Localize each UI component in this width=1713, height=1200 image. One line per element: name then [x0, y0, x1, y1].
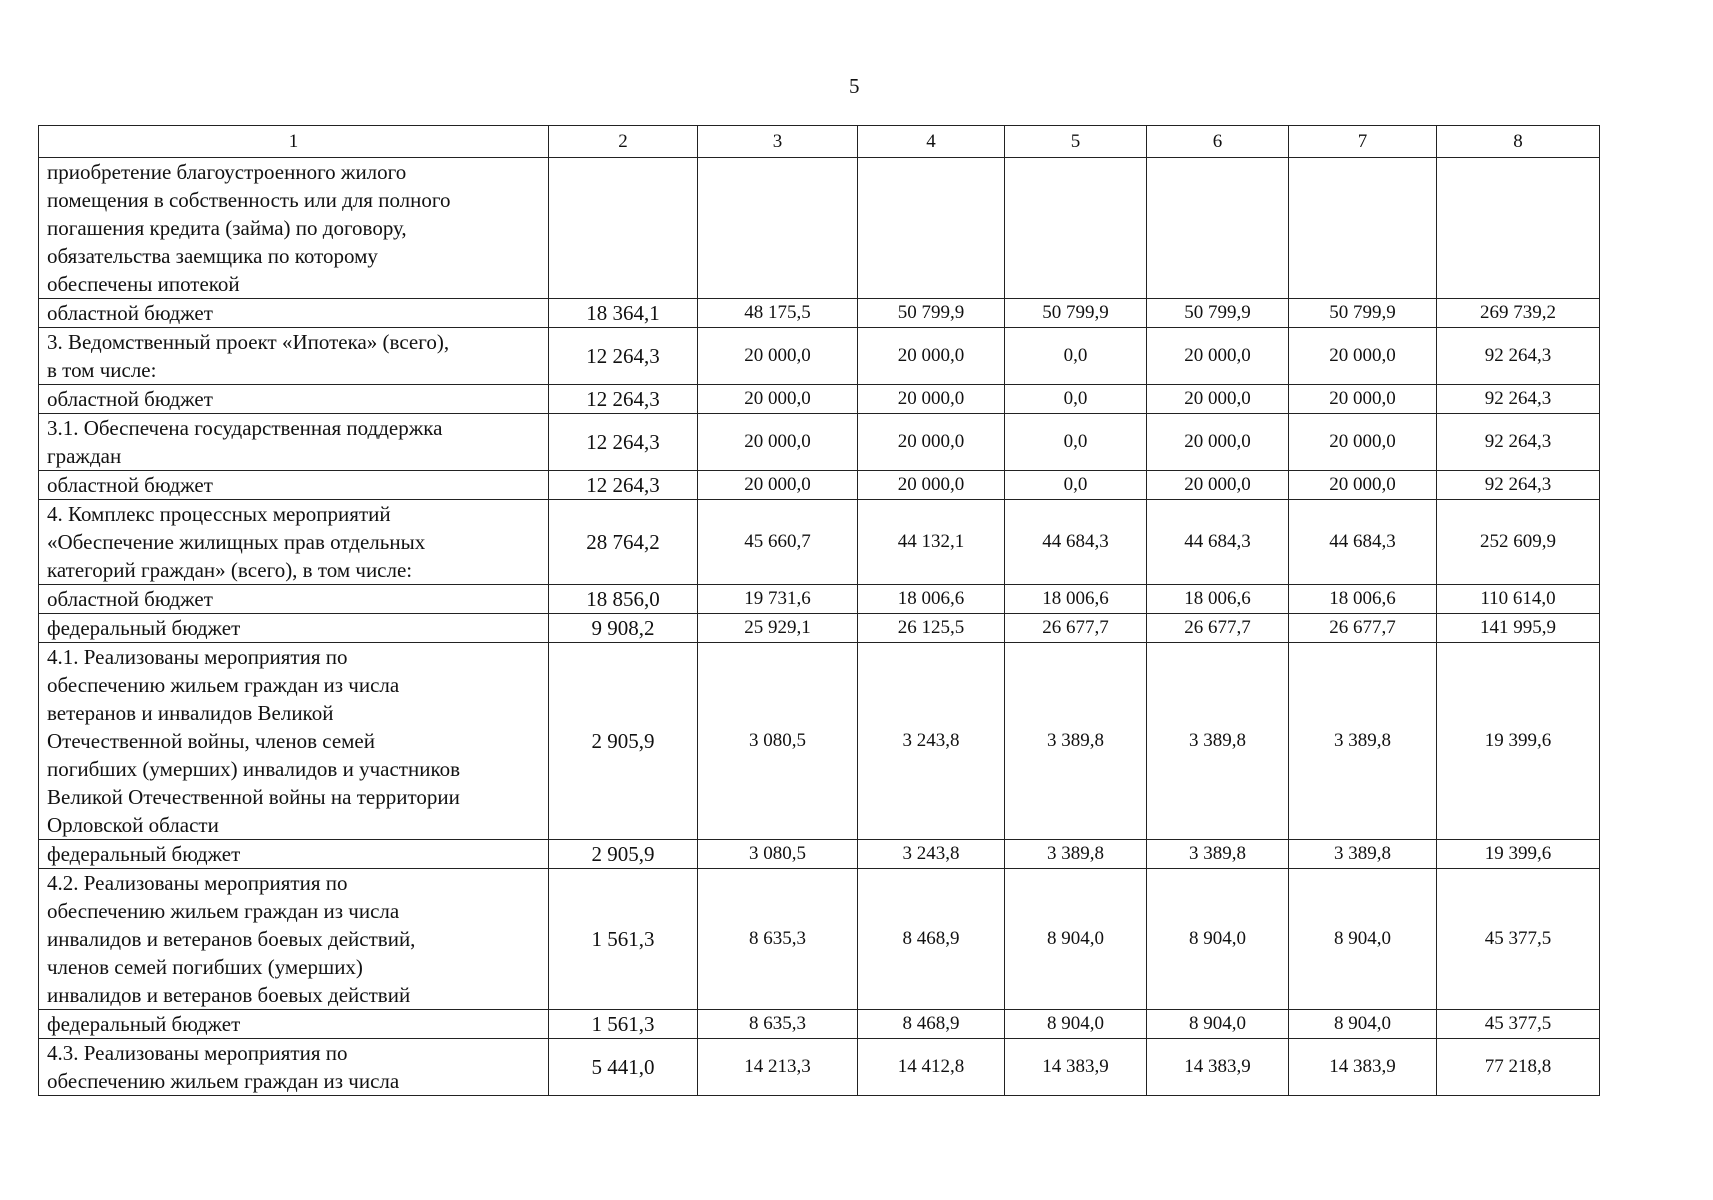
value-cell: 14 383,9 — [1289, 1039, 1437, 1096]
value-cell: 3 389,8 — [1147, 840, 1289, 869]
value-cell: 8 904,0 — [1289, 869, 1437, 1010]
value-cell: 45 377,5 — [1437, 869, 1600, 1010]
value-cell: 1 561,3 — [549, 869, 698, 1010]
value-cell: 0,0 — [1005, 328, 1147, 385]
table-row — [39, 414, 1600, 471]
row-label: приобретение благоустроенного жилого помещения в собственность или для полного погашения кредита (займа) по договору, обязательства заемщика по которому обеспечены ипотекой — [39, 158, 549, 299]
value-cell: 3 389,8 — [1289, 643, 1437, 840]
value-cell: 9 908,2 — [549, 614, 698, 643]
value-cell: 45 660,7 — [698, 500, 858, 585]
value-cell — [549, 158, 698, 299]
value-cell: 2 905,9 — [549, 840, 698, 869]
value-cell: 44 684,3 — [1147, 500, 1289, 585]
value-cell: 20 000,0 — [1147, 328, 1289, 385]
value-cell: 20 000,0 — [1289, 328, 1437, 385]
value-cell: 20 000,0 — [698, 471, 858, 500]
value-cell: 48 175,5 — [698, 299, 858, 328]
value-cell: 20 000,0 — [1289, 414, 1437, 471]
column-header: 5 — [1005, 126, 1147, 158]
value-cell: 8 904,0 — [1005, 1010, 1147, 1039]
value-cell: 20 000,0 — [698, 328, 858, 385]
value-cell: 1 561,3 — [549, 1010, 698, 1039]
value-cell: 3 389,8 — [1005, 840, 1147, 869]
value-cell: 3 080,5 — [698, 643, 858, 840]
value-cell: 269 739,2 — [1437, 299, 1600, 328]
value-cell: 18 006,6 — [1005, 585, 1147, 614]
value-cell: 8 904,0 — [1147, 869, 1289, 1010]
value-cell: 18 006,6 — [1147, 585, 1289, 614]
value-cell: 12 264,3 — [549, 328, 698, 385]
value-cell: 28 764,2 — [549, 500, 698, 585]
value-cell: 20 000,0 — [858, 385, 1005, 414]
value-cell: 3 389,8 — [1289, 840, 1437, 869]
row-label: областной бюджет — [39, 585, 549, 614]
column-header: 7 — [1289, 126, 1437, 158]
value-cell — [858, 158, 1005, 299]
page-number: 5 — [849, 74, 860, 98]
value-cell: 8 635,3 — [698, 869, 858, 1010]
value-cell: 0,0 — [1005, 471, 1147, 500]
value-cell: 18 856,0 — [549, 585, 698, 614]
value-cell: 8 904,0 — [1289, 1010, 1437, 1039]
table-row — [39, 328, 1600, 385]
value-cell: 14 412,8 — [858, 1039, 1005, 1096]
row-label: 4. Комплекс процессных мероприятий «Обеспечение жилищных прав отдельных категорий граждан» (всего), в том числе: — [39, 500, 549, 585]
value-cell: 141 995,9 — [1437, 614, 1600, 643]
value-cell: 20 000,0 — [1147, 471, 1289, 500]
value-cell: 8 904,0 — [1147, 1010, 1289, 1039]
value-cell: 77 218,8 — [1437, 1039, 1600, 1096]
row-label: областной бюджет — [39, 385, 549, 414]
value-cell: 92 264,3 — [1437, 385, 1600, 414]
value-cell: 20 000,0 — [698, 414, 858, 471]
row-label: областной бюджет — [39, 299, 549, 328]
value-cell: 18 006,6 — [858, 585, 1005, 614]
value-cell: 20 000,0 — [698, 385, 858, 414]
value-cell: 110 614,0 — [1437, 585, 1600, 614]
row-label: 4.3. Реализованы мероприятия по обеспечению жильем граждан из числа — [39, 1039, 549, 1096]
table-row — [39, 1039, 1600, 1096]
value-cell: 12 264,3 — [549, 385, 698, 414]
table-row — [39, 614, 1600, 643]
value-cell: 44 684,3 — [1005, 500, 1147, 585]
row-label: 4.1. Реализованы мероприятия по обеспечению жильем граждан из числа ветеранов и инвалидов Великой Отечественной войны, членов семей погибших (умерших) инвалидов и участников Великой Отечественной войны на территории Орловской области — [39, 643, 549, 840]
row-label: федеральный бюджет — [39, 1010, 549, 1039]
value-cell: 20 000,0 — [858, 414, 1005, 471]
value-cell: 0,0 — [1005, 414, 1147, 471]
column-number-row — [39, 126, 1600, 158]
table-row — [39, 385, 1600, 414]
value-cell: 8 635,3 — [698, 1010, 858, 1039]
row-label: 3.1. Обеспечена государственная поддержка граждан — [39, 414, 549, 471]
row-label: федеральный бюджет — [39, 614, 549, 643]
column-header: 2 — [549, 126, 698, 158]
value-cell: 19 399,6 — [1437, 643, 1600, 840]
column-header: 3 — [698, 126, 858, 158]
value-cell: 3 080,5 — [698, 840, 858, 869]
table-row — [39, 500, 1600, 585]
table-row — [39, 1010, 1600, 1039]
value-cell — [698, 158, 858, 299]
row-label: областной бюджет — [39, 471, 549, 500]
value-cell: 3 243,8 — [858, 643, 1005, 840]
column-header: 4 — [858, 126, 1005, 158]
value-cell: 92 264,3 — [1437, 471, 1600, 500]
row-label: 4.2. Реализованы мероприятия по обеспечению жильем граждан из числа инвалидов и ветеранов боевых действий, членов семей погибших (умерших) инвалидов и ветеранов боевых действий — [39, 869, 549, 1010]
value-cell: 50 799,9 — [1005, 299, 1147, 328]
value-cell: 20 000,0 — [1289, 385, 1437, 414]
value-cell: 26 677,7 — [1005, 614, 1147, 643]
table-row — [39, 585, 1600, 614]
budget-table — [38, 125, 1600, 1096]
value-cell: 18 006,6 — [1289, 585, 1437, 614]
value-cell: 252 609,9 — [1437, 500, 1600, 585]
value-cell: 5 441,0 — [549, 1039, 698, 1096]
value-cell: 19 399,6 — [1437, 840, 1600, 869]
value-cell: 2 905,9 — [549, 643, 698, 840]
value-cell: 19 731,6 — [698, 585, 858, 614]
table-row — [39, 643, 1600, 840]
value-cell: 3 389,8 — [1005, 643, 1147, 840]
value-cell: 26 677,7 — [1289, 614, 1437, 643]
value-cell — [1147, 158, 1289, 299]
value-cell: 44 684,3 — [1289, 500, 1437, 585]
value-cell: 50 799,9 — [1289, 299, 1437, 328]
value-cell: 44 132,1 — [858, 500, 1005, 585]
value-cell: 20 000,0 — [1289, 471, 1437, 500]
value-cell: 18 364,1 — [549, 299, 698, 328]
table-row — [39, 158, 1600, 299]
value-cell: 8 468,9 — [858, 1010, 1005, 1039]
value-cell: 0,0 — [1005, 385, 1147, 414]
value-cell: 12 264,3 — [549, 414, 698, 471]
value-cell: 20 000,0 — [858, 328, 1005, 385]
value-cell — [1005, 158, 1147, 299]
value-cell: 26 677,7 — [1147, 614, 1289, 643]
value-cell: 8 904,0 — [1005, 869, 1147, 1010]
row-label: 3. Ведомственный проект «Ипотека» (всего), в том числе: — [39, 328, 549, 385]
value-cell — [1289, 158, 1437, 299]
table-row — [39, 869, 1600, 1010]
value-cell: 3 243,8 — [858, 840, 1005, 869]
table-row — [39, 840, 1600, 869]
column-header: 1 — [39, 126, 549, 158]
column-header: 6 — [1147, 126, 1289, 158]
value-cell: 45 377,5 — [1437, 1010, 1600, 1039]
value-cell — [1437, 158, 1600, 299]
value-cell: 92 264,3 — [1437, 328, 1600, 385]
value-cell: 50 799,9 — [858, 299, 1005, 328]
row-label: федеральный бюджет — [39, 840, 549, 869]
value-cell: 26 125,5 — [858, 614, 1005, 643]
column-header: 8 — [1437, 126, 1600, 158]
value-cell: 8 468,9 — [858, 869, 1005, 1010]
value-cell: 3 389,8 — [1147, 643, 1289, 840]
value-cell: 14 213,3 — [698, 1039, 858, 1096]
value-cell: 20 000,0 — [1147, 385, 1289, 414]
table-row — [39, 299, 1600, 328]
value-cell: 50 799,9 — [1147, 299, 1289, 328]
value-cell: 25 929,1 — [698, 614, 858, 643]
value-cell: 20 000,0 — [1147, 414, 1289, 471]
value-cell: 92 264,3 — [1437, 414, 1600, 471]
value-cell: 12 264,3 — [549, 471, 698, 500]
table-body — [39, 158, 1600, 1096]
value-cell: 20 000,0 — [858, 471, 1005, 500]
table-row — [39, 471, 1600, 500]
value-cell: 14 383,9 — [1147, 1039, 1289, 1096]
value-cell: 14 383,9 — [1005, 1039, 1147, 1096]
